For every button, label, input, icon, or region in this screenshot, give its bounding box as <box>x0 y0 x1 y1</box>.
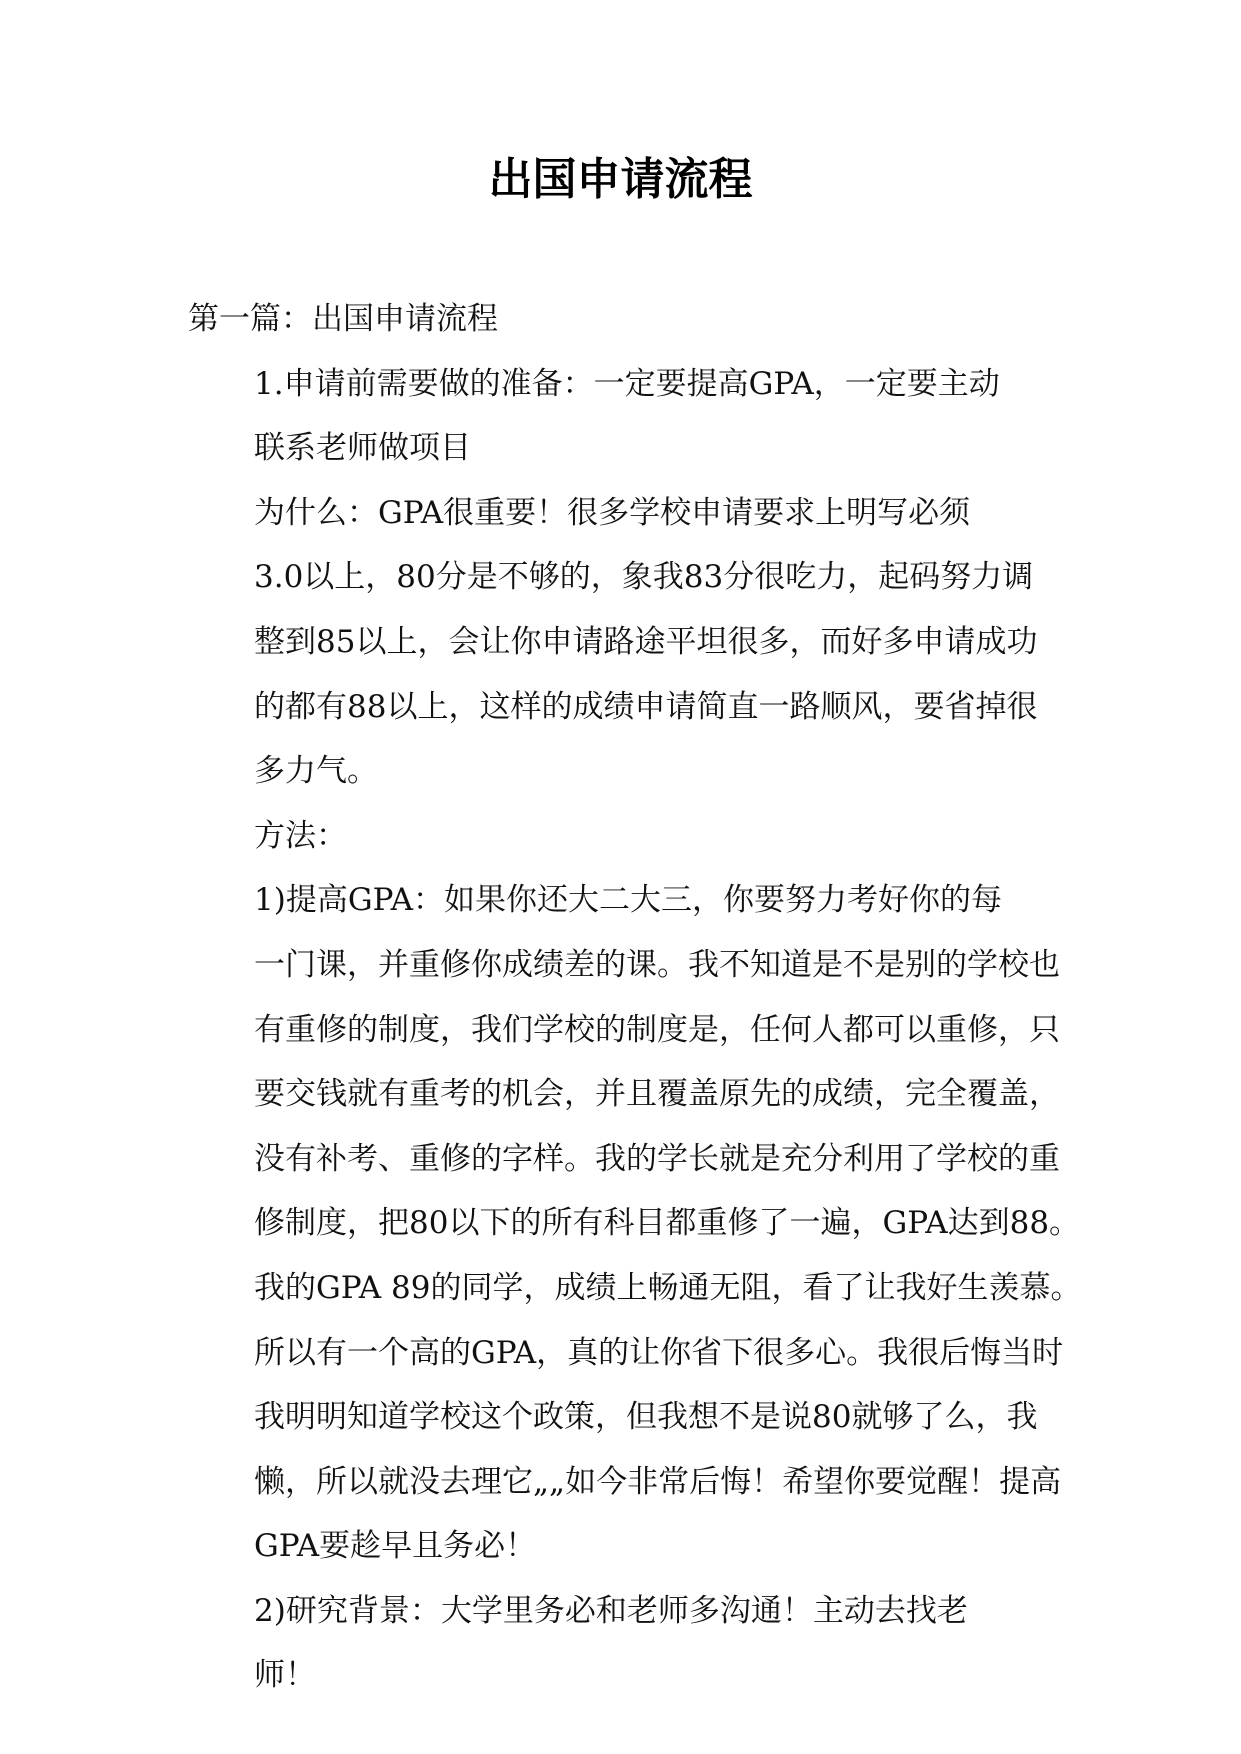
text-line: GPA要趁早且务必！ <box>254 1528 537 1565</box>
text-line: 整到85以上，会让你申请路途平坦很多，而好多申请成功 <box>254 623 1038 660</box>
text-line: 的都有88以上，这样的成绩申请简直一路顺风，要省掉很 <box>254 688 1038 725</box>
text-line: 一门课，并重修你成绩差的课。我不知道是不是别的学校也 <box>254 946 1060 983</box>
text-line: 联系老师做项目 <box>254 430 471 467</box>
text-line: 2)研究背景：大学里务必和老师多沟通！主动去找老 <box>254 1592 968 1629</box>
text-line: 1.申请前需要做的准备：一定要提高GPA，一定要主动 <box>254 365 1000 402</box>
text-line: 要交钱就有重考的机会，并且覆盖原先的成绩，完全覆盖， <box>254 1076 1060 1113</box>
paragraph <box>188 287 1068 352</box>
text-line: 我的GPA 89的同学，成绩上畅通无阻，看了让我好生羡慕。 <box>254 1269 1082 1306</box>
document-title: 出国申请流程 <box>488 154 753 205</box>
text-line: 我明明知道学校这个政策，但我想不是说80就够了么，我 <box>254 1399 1038 1436</box>
paragraph <box>188 868 1082 1579</box>
text-line: 师！ <box>254 1657 316 1694</box>
text-line: 方法： <box>254 817 347 854</box>
text-line: 懒，所以就没去理它„„如今非常后悔！希望你要觉醒！提高 <box>254 1463 1062 1500</box>
paragraph <box>188 352 1068 481</box>
text-line: 多力气。 <box>254 753 378 790</box>
text-line: 第一篇：出国申请流程 <box>188 301 498 337</box>
document-body <box>188 287 1082 1708</box>
text-line: 所以有一个高的GPA，真的让你省下很多心。我很后悔当时 <box>254 1334 1064 1371</box>
text-line: 3.0以上，80分是不够的，象我83分很吃力，起码努力调 <box>254 559 1034 596</box>
text-line: 有重修的制度，我们学校的制度是，任何人都可以重修，只 <box>254 1011 1060 1048</box>
text-line: 修制度，把80以下的所有科目都重修了一遍，GPA达到88。 <box>254 1205 1081 1242</box>
text-line: 1)提高GPA：如果你还大二大三，你要努力考好你的每 <box>254 882 1002 919</box>
paragraph <box>188 481 1068 804</box>
text-line: 为什么：GPA很重要！很多学校申请要求上明写必须 <box>254 494 971 531</box>
paragraph <box>188 1579 1068 1708</box>
text-line: 没有补考、重修的字样。我的学长就是充分利用了学校的重 <box>254 1140 1060 1177</box>
paragraph <box>188 804 1068 869</box>
